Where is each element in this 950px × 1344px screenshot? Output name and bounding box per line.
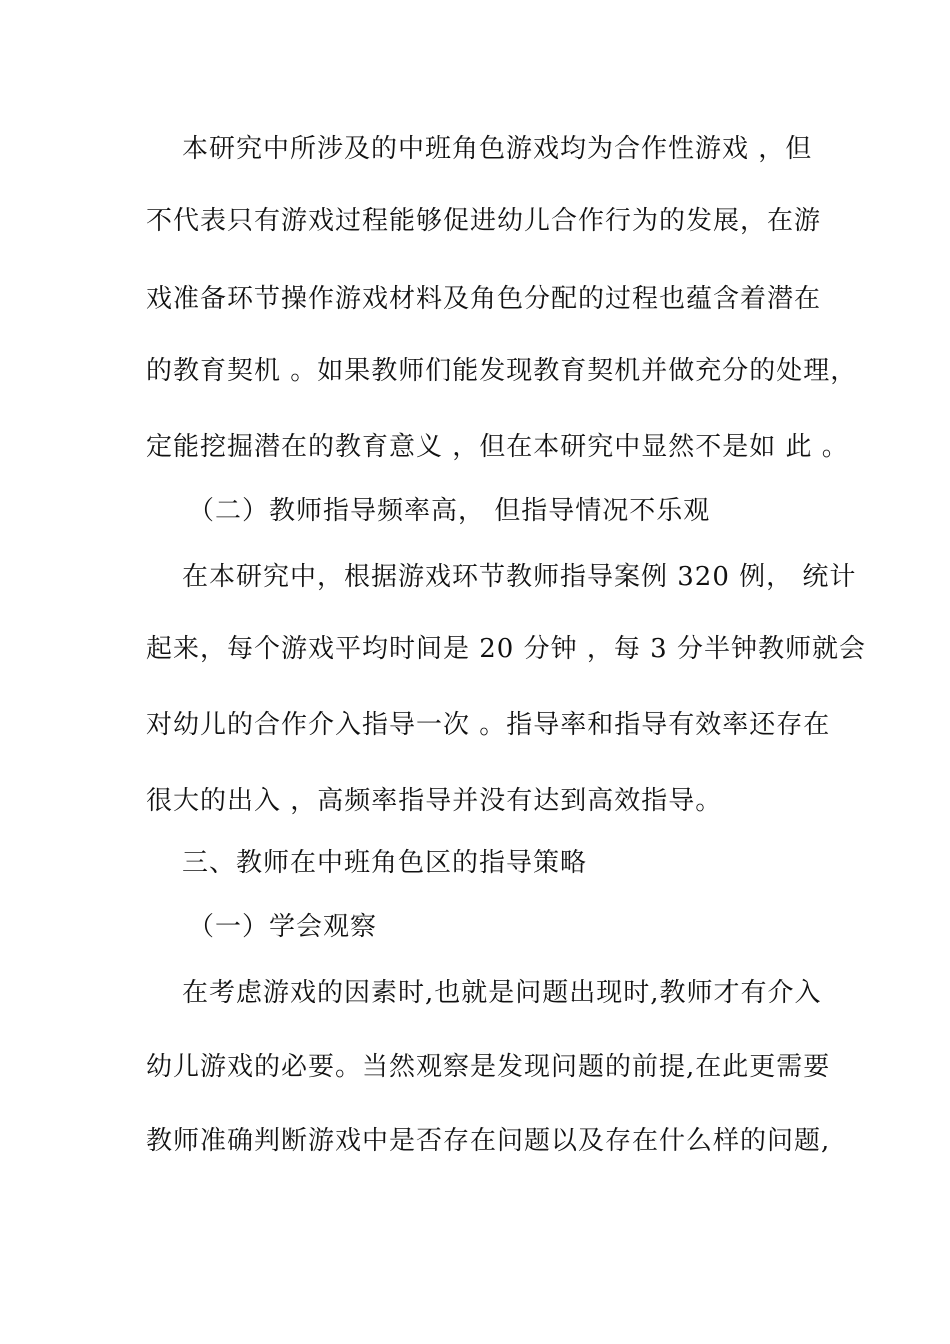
paragraph-line: 在考虑游戏的因素时,也就是问题出现时,教师才有介入 — [182, 978, 822, 1008]
paragraph-line: 不代表只有游戏过程能够促进幼儿合作行为的发展，在游 — [146, 206, 822, 236]
section-heading: 三、教师在中班角色区的指导策略 — [182, 848, 588, 878]
paragraph-line: 起来，每个游戏平均时间是 20 分钟 ，每 3 分半钟教师就会 — [146, 634, 866, 664]
paragraph-line: 戏准备环节操作游戏材料及角色分配的过程也蕴含着潜在 — [146, 284, 822, 314]
paragraph-line: 本研究中所涉及的中班角色游戏均为合作性游戏 ，但 — [182, 134, 813, 164]
paragraph-line: 对幼儿的合作介入指导一次 。指导率和指导有效率还存在 — [146, 710, 831, 740]
paragraph-line: 幼儿游戏的必要。当然观察是发现问题的前提,在此更需要 — [146, 1052, 831, 1082]
paragraph-line: 定能挖掘潜在的教育意义 ，但在本研究中显然不是如 此 。 — [146, 432, 849, 462]
paragraph-line: 的教育契机 。如果教师们能发现教育契机并做充分的处理， — [146, 356, 858, 386]
section-heading: （一）学会观察 — [188, 912, 378, 942]
paragraph-line: 在本研究中，根据游戏环节教师指导案例 320 例， 统计 — [182, 562, 857, 592]
paragraph-line: 很大的出入 ，高频率指导并没有达到高效指导。 — [146, 786, 723, 816]
section-heading: （二）教师指导频率高， 但指导情况不乐观 — [188, 496, 711, 526]
paragraph-line: 教师准确判断游戏中是否存在问题以及存在什么样的问题, — [146, 1126, 831, 1156]
